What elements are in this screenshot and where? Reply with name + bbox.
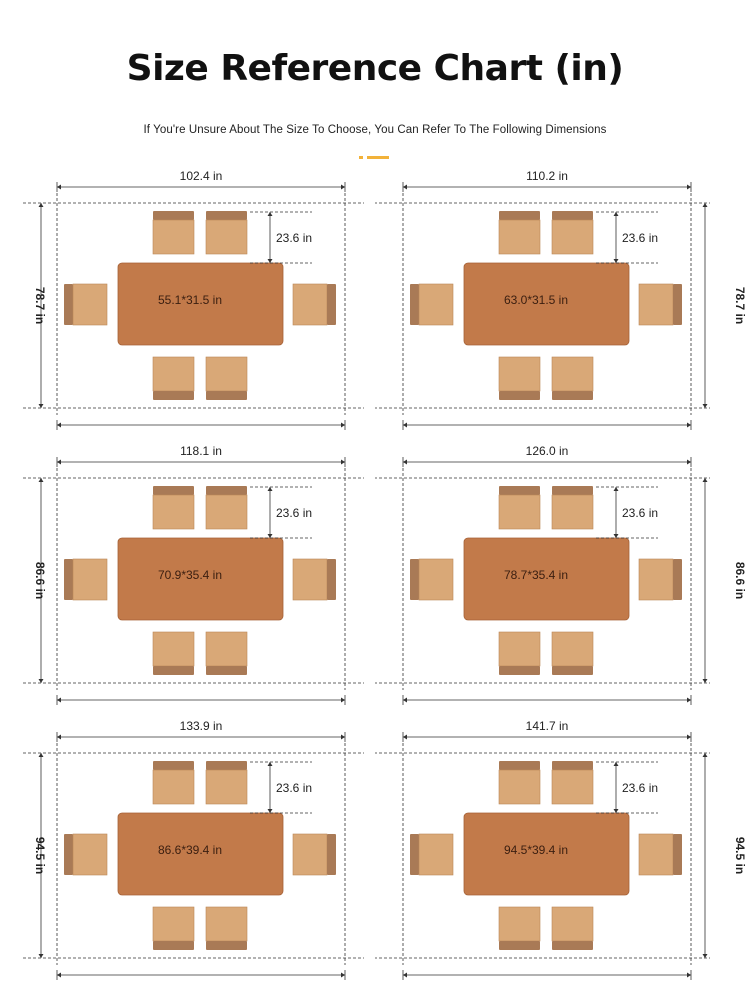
arrow-head [341, 973, 345, 978]
chair-depth-label: 23.6 in [276, 506, 313, 520]
chair-bottom [552, 357, 593, 400]
chair-back [410, 559, 419, 600]
chair-back [552, 761, 593, 770]
arrow-head [268, 212, 273, 216]
chair-right [639, 559, 682, 600]
chair-back [206, 391, 247, 400]
chair-back [327, 559, 336, 600]
chair-back [64, 834, 73, 875]
panel-diagram [375, 165, 750, 440]
size-panel [0, 715, 375, 990]
arrow-head [687, 460, 691, 465]
chair-left [64, 284, 107, 325]
chair-seat [552, 495, 593, 529]
chair-back [499, 211, 540, 220]
chair-seat [499, 907, 540, 941]
chair-top [552, 486, 593, 529]
size-panel [0, 165, 375, 440]
chair-left [410, 284, 453, 325]
chair-seat [499, 770, 540, 804]
arrow-head [687, 698, 691, 703]
arrow-head [39, 478, 44, 482]
chair-back [552, 486, 593, 495]
chair-top [499, 761, 540, 804]
chair-back [552, 666, 593, 675]
chair-left [410, 834, 453, 875]
page-subtitle: If You're Unsure About The Size To Choose, You Can Refer To The Following Dimensions [143, 124, 607, 136]
chair-bottom [499, 357, 540, 400]
chair-seat [206, 907, 247, 941]
chair-seat [153, 632, 194, 666]
height-label: 86.6 in [733, 561, 747, 600]
table-size-label: 78.7*35.4 in [503, 568, 569, 582]
arrow-head [614, 487, 619, 491]
arrow-head [614, 259, 619, 263]
chair-seat [206, 770, 247, 804]
width-label: 118.1 in [180, 444, 222, 458]
chair-left [410, 559, 453, 600]
chair-back [410, 284, 419, 325]
chair-back [153, 391, 194, 400]
arrow-head [39, 753, 44, 757]
arrow-head [614, 762, 619, 766]
chair-back [206, 211, 247, 220]
chair-seat [73, 834, 107, 875]
chair-seat [153, 770, 194, 804]
chair-right [639, 284, 682, 325]
size-panel [0, 440, 375, 715]
chair-back [64, 284, 73, 325]
chair-seat [153, 907, 194, 941]
arrow-head [341, 460, 345, 465]
chair-seat [552, 770, 593, 804]
arrow-head [57, 423, 61, 428]
chair-bottom [206, 907, 247, 950]
panel-diagram [0, 715, 375, 990]
chair-top [499, 486, 540, 529]
chair-right [293, 284, 336, 325]
arrow-head [687, 185, 691, 190]
chair-seat [552, 220, 593, 254]
chair-depth-label: 23.6 in [622, 506, 659, 520]
arrow-head [268, 259, 273, 263]
chair-top [206, 211, 247, 254]
chair-seat [499, 220, 540, 254]
arrow-head [39, 679, 44, 683]
width-label: 102.4 in [179, 169, 223, 183]
chair-seat [153, 220, 194, 254]
panel-diagram [375, 715, 750, 990]
arrow-head [341, 185, 345, 190]
chair-bottom [552, 907, 593, 950]
arrow-head [268, 487, 273, 491]
arrow-head [268, 534, 273, 538]
chair-back [552, 391, 593, 400]
width-label: 126.0 in [525, 444, 569, 458]
arrow-head [703, 203, 708, 207]
arrow-head [703, 679, 708, 683]
chair-bottom [153, 907, 194, 950]
chair-back [206, 761, 247, 770]
chair-back [153, 761, 194, 770]
height-label: 94.5 in [33, 836, 47, 875]
size-panel [375, 715, 750, 990]
chair-bottom [206, 357, 247, 400]
arrow-head [614, 809, 619, 813]
chair-bottom [552, 632, 593, 675]
chair-seat [419, 559, 453, 600]
arrow-head [687, 973, 691, 978]
chair-right [639, 834, 682, 875]
chair-back [673, 559, 682, 600]
chair-top [206, 486, 247, 529]
size-panel [375, 165, 750, 440]
arrow-head [57, 973, 61, 978]
chair-depth-label: 23.6 in [622, 781, 659, 795]
chair-top [206, 761, 247, 804]
chair-left [64, 834, 107, 875]
chair-bottom [153, 632, 194, 675]
table-size-label: 86.6*39.4 in [157, 843, 223, 857]
arrow-head [57, 735, 61, 740]
chair-top [552, 211, 593, 254]
chair-back [499, 391, 540, 400]
chair-back [673, 834, 682, 875]
chair-seat [419, 284, 453, 325]
chair-bottom [206, 632, 247, 675]
table-size-label: 63.0*31.5 in [503, 293, 569, 307]
width-label: 141.7 in [525, 719, 569, 733]
chair-left [64, 559, 107, 600]
chair-seat [73, 284, 107, 325]
chair-seat [153, 495, 194, 529]
arrow-head [614, 534, 619, 538]
chair-back [206, 941, 247, 950]
chair-seat [639, 559, 673, 600]
page-title: Size Reference Chart (in) [126, 48, 624, 89]
arrow-head [341, 698, 345, 703]
arrow-head [703, 954, 708, 958]
panel-diagram [0, 440, 375, 715]
chair-back [499, 761, 540, 770]
height-label: 78.7 in [733, 286, 747, 325]
arrow-head [403, 973, 407, 978]
chair-seat [552, 632, 593, 666]
size-panel [375, 440, 750, 715]
chair-seat [639, 834, 673, 875]
arrow-head [57, 185, 61, 190]
chair-seat [206, 357, 247, 391]
arrow-head [39, 203, 44, 207]
chair-back [327, 834, 336, 875]
arrow-head [39, 404, 44, 408]
chair-bottom [499, 632, 540, 675]
arrow-head [57, 460, 61, 465]
chair-back [206, 666, 247, 675]
arrow-head [268, 762, 273, 766]
arrow-head [614, 212, 619, 216]
width-label: 110.2 in [526, 169, 568, 183]
arrow-head [403, 460, 407, 465]
arrow-head [403, 698, 407, 703]
chair-back [327, 284, 336, 325]
chair-back [206, 486, 247, 495]
chair-top [153, 761, 194, 804]
height-label: 78.7 in [33, 286, 47, 325]
chair-depth-label: 23.6 in [276, 781, 313, 795]
arrow-head [687, 735, 691, 740]
chair-top [153, 486, 194, 529]
accent-bar [367, 156, 389, 159]
arrow-head [403, 735, 407, 740]
table-size-label: 55.1*31.5 in [157, 293, 223, 307]
chair-back [552, 211, 593, 220]
chair-depth-label: 23.6 in [622, 231, 659, 245]
chair-seat [293, 559, 327, 600]
arrow-head [703, 404, 708, 408]
arrow-head [57, 698, 61, 703]
chair-back [499, 666, 540, 675]
arrow-head [39, 954, 44, 958]
chair-back [552, 941, 593, 950]
chair-bottom [153, 357, 194, 400]
chair-seat [206, 220, 247, 254]
arrow-head [403, 423, 407, 428]
chair-seat [206, 632, 247, 666]
arrow-head [403, 185, 407, 190]
panel-diagram [0, 165, 375, 440]
chair-back [153, 941, 194, 950]
chair-back [499, 941, 540, 950]
width-label: 133.9 in [179, 719, 223, 733]
chair-back [64, 559, 73, 600]
chair-right [293, 559, 336, 600]
chair-seat [499, 357, 540, 391]
chair-top [153, 211, 194, 254]
arrow-head [341, 423, 345, 428]
arrow-head [703, 753, 708, 757]
arrow-head [687, 423, 691, 428]
chair-top [499, 211, 540, 254]
chair-seat [73, 559, 107, 600]
chair-back [499, 486, 540, 495]
chair-seat [552, 357, 593, 391]
chair-back [410, 834, 419, 875]
chair-seat [153, 357, 194, 391]
arrow-head [341, 735, 345, 740]
table-size-label: 70.9*35.4 in [157, 568, 223, 582]
chair-back [673, 284, 682, 325]
chair-back [153, 666, 194, 675]
chair-back [153, 211, 194, 220]
chair-right [293, 834, 336, 875]
arrow-head [268, 809, 273, 813]
chair-seat [293, 284, 327, 325]
chair-seat [499, 632, 540, 666]
chair-depth-label: 23.6 in [276, 231, 313, 245]
height-label: 94.5 in [733, 836, 747, 875]
chair-seat [639, 284, 673, 325]
table-size-label: 94.5*39.4 in [503, 843, 569, 857]
panel-diagram [375, 440, 750, 715]
height-label: 86.6 in [33, 561, 47, 600]
chair-seat [499, 495, 540, 529]
arrow-head [703, 478, 708, 482]
accent-dot [359, 156, 363, 159]
chair-top [552, 761, 593, 804]
chair-seat [552, 907, 593, 941]
chair-back [153, 486, 194, 495]
chair-bottom [499, 907, 540, 950]
chair-seat [293, 834, 327, 875]
chair-seat [419, 834, 453, 875]
chair-seat [206, 495, 247, 529]
